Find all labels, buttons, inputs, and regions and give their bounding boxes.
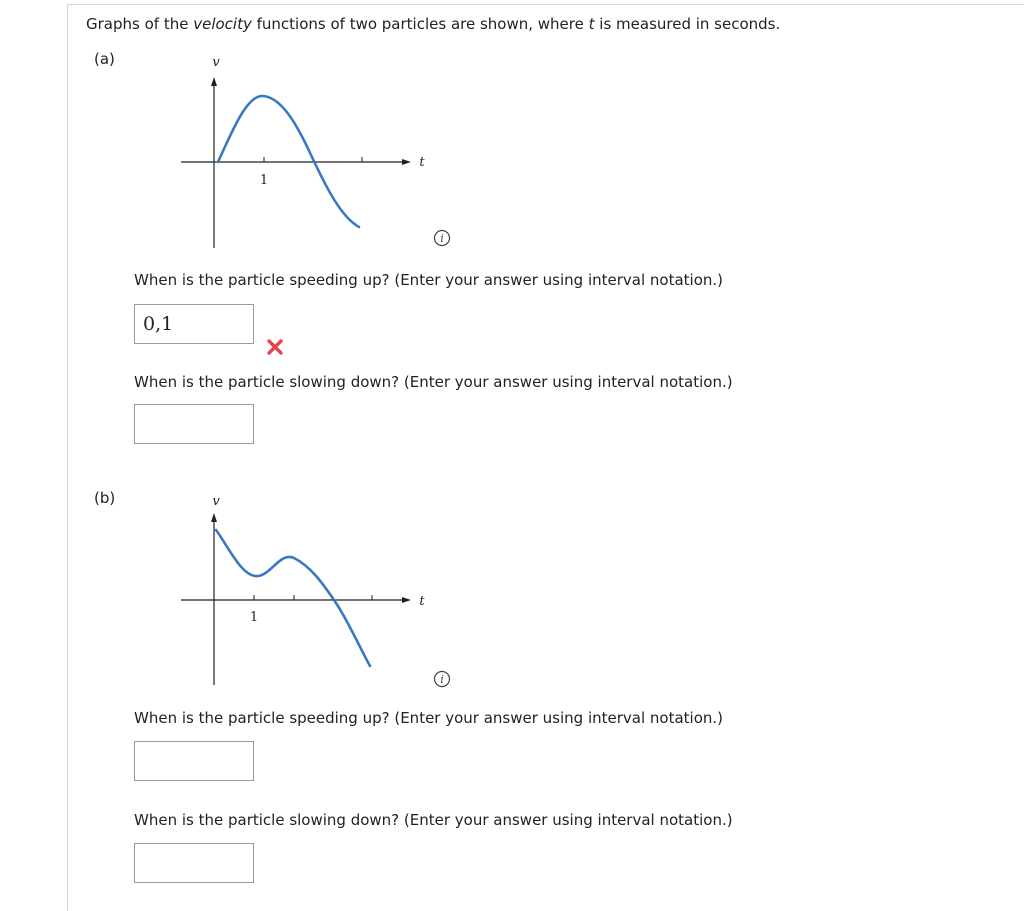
- x-mark-icon: [266, 338, 284, 356]
- v-axis-label: v: [212, 55, 220, 70]
- question-a-slowing-down: When is the particle slowing down? (Enter your answer using interval notation.): [134, 373, 733, 391]
- answer-b-slowing-down-input[interactable]: [134, 843, 254, 883]
- v-axis-label: v: [212, 494, 220, 509]
- v-axis-arrow-icon: [211, 77, 217, 86]
- svg-text:i: i: [440, 232, 444, 245]
- velocity-graph-a: [176, 52, 432, 252]
- variable-t: t: [588, 15, 595, 33]
- tick-label-1: 1: [249, 610, 259, 625]
- t-axis-label: t: [419, 594, 425, 609]
- question-a-speeding-up: When is the particle speeding up? (Enter your answer using interval notation.): [134, 271, 724, 289]
- answer-b-speeding-up-input[interactable]: [134, 741, 254, 781]
- problem-statement: Graphs of the velocity functions of two particles are shown, where t is measured in seconds.: [86, 15, 781, 33]
- t-axis-label: t: [419, 155, 425, 170]
- tick-label-1: 1: [259, 173, 269, 188]
- question-b-slowing-down: When is the particle slowing down? (Enter your answer using interval notation.): [134, 811, 733, 829]
- velocity-graph-b: [176, 488, 432, 688]
- answer-a-slowing-down-input[interactable]: [134, 404, 254, 444]
- emphasis-velocity: velocity: [193, 15, 252, 33]
- t-axis-arrow-icon: [402, 597, 411, 603]
- answer-a-speeding-up-input[interactable]: [134, 304, 254, 344]
- velocity-curve: [216, 530, 370, 666]
- v-axis-arrow-icon: [211, 513, 217, 522]
- svg-text:i: i: [440, 673, 444, 686]
- info-icon[interactable]: [433, 670, 451, 688]
- info-icon[interactable]: [433, 229, 451, 247]
- content-frame-top-border: [67, 4, 1024, 5]
- question-b-speeding-up: When is the particle speeding up? (Enter your answer using interval notation.): [134, 709, 724, 727]
- part-b-label: (b): [94, 489, 116, 507]
- part-a-label: (a): [94, 50, 115, 68]
- t-axis-arrow-icon: [402, 159, 411, 165]
- content-frame-left-border: [67, 4, 68, 911]
